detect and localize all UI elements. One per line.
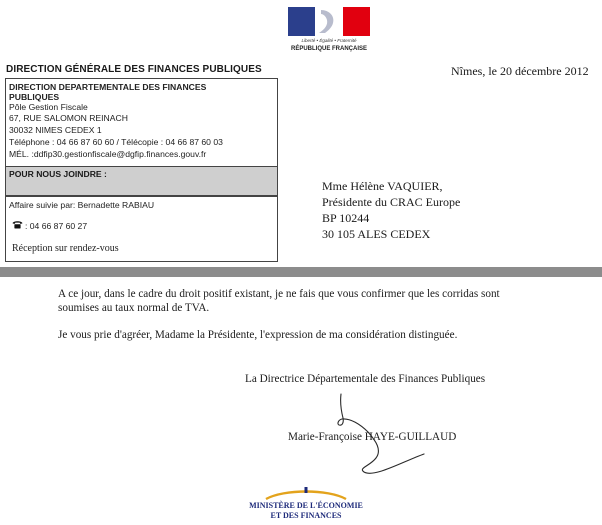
- ministry-line-2: ET DES FINANCES: [270, 511, 342, 520]
- signatory-name: Marie-Françoise HAYE-GUILLAUD: [288, 431, 457, 443]
- contact-box: [5, 166, 278, 196]
- letter-date: Nîmes, le 20 décembre 2012: [451, 64, 589, 78]
- case-appointment: Réception sur rendez-vous: [12, 243, 119, 254]
- sender-line-3: Pôle Gestion Fiscale: [9, 102, 88, 112]
- sender-line-4: 67, RUE SALOMON REINACH: [9, 113, 128, 123]
- republique-francaise-logo: [288, 7, 370, 55]
- sender-phone-fax: Téléphone : 04 66 87 60 60 / Télécopie : 04 66 87 60 03: [9, 137, 223, 147]
- direction-title: DIRECTION GÉNÉRALE DES FINANCES PUBLIQUES: [6, 64, 262, 75]
- recipient-po-box: BP 10244: [322, 211, 370, 225]
- ministry-arc-icon: [236, 486, 376, 500]
- republic-motto: Liberté • Égalité • Fraternité: [301, 38, 357, 43]
- sender-address-box: [5, 78, 278, 167]
- body-paragraph-1-line-1: A ce jour, dans le cadre du droit positif existant, je ne fais que vous confirmer que les corridas sont: [58, 288, 500, 300]
- case-followed-by: Affaire suivie par: Bernadette RABIAU: [9, 200, 155, 210]
- republic-name: RÉPUBLIQUE FRANÇAISE: [290, 46, 367, 52]
- ministry-line-1: MINISTÈRE DE L'ÉCONOMIE: [249, 501, 363, 510]
- body-paragraph-2: Je vous prie d'agréer, Madame la Présidente, l'expression de ma considération distinguée.: [58, 329, 458, 341]
- sender-line-5: 30032 NIMES CEDEX 1: [9, 125, 102, 135]
- ministry-logo: [236, 486, 376, 525]
- sender-email: MÉL. :ddfip30.gestionfiscale@dgfip.finances.gouv.fr: [9, 149, 207, 159]
- marianne-flag: [288, 7, 370, 36]
- recipient-city: 30 105 ALES CEDEX: [322, 227, 431, 241]
- telephone-icon: [12, 220, 23, 231]
- case-phone: : 04 66 87 60 27: [25, 221, 88, 231]
- contact-label: POUR NOUS JOINDRE :: [9, 169, 107, 179]
- recipient-title: Présidente du CRAC Europe: [322, 195, 461, 209]
- page-separator: [0, 267, 602, 277]
- sender-line-2: PUBLIQUES: [9, 92, 60, 102]
- case-box: [5, 196, 278, 262]
- body-paragraph-1-line-2: soumises au taux normal de TVA.: [58, 302, 210, 314]
- signatory-role: La Directrice Départementale des Finances Publiques: [245, 373, 486, 385]
- sender-line-1: DIRECTION DEPARTEMENTALE DES FINANCES: [9, 82, 207, 92]
- recipient-name: Mme Hélène VAQUIER,: [322, 179, 443, 193]
